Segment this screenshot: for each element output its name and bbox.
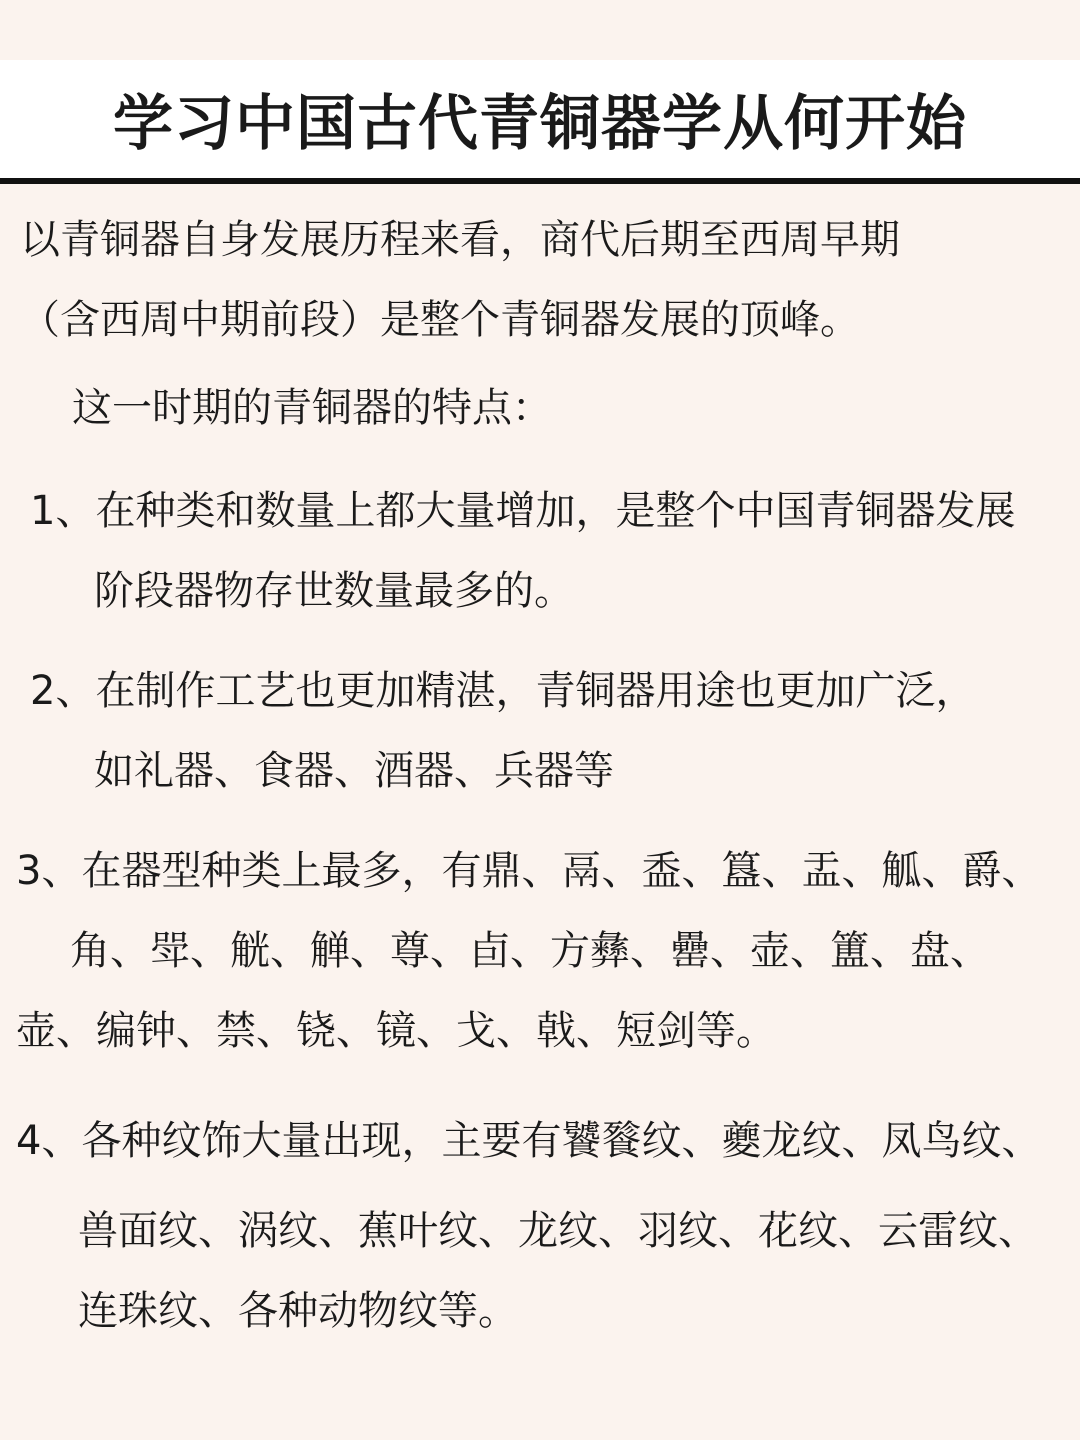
- intro-line-1: 以青铜器自身发展历程来看，商代后期至西周早期: [20, 217, 900, 263]
- features-heading: 这一时期的青铜器的特点：: [72, 385, 552, 431]
- title-divider: [0, 178, 1080, 184]
- point-1-line-2: 阶段器物存世数量最多的。: [94, 568, 574, 614]
- point-4-line-1: 4、各种纹饰大量出现，主要有饕餮纹、夔龙纹、凤鸟纹、: [16, 1118, 1042, 1164]
- point-2-line-1: 2、在制作工艺也更加精湛，青铜器用途也更加广泛，: [30, 668, 976, 714]
- point-3-line-1: 3、在器型种类上最多，有鼎、鬲、盉、簋、盂、觚、爵、: [16, 848, 1042, 894]
- point-3-line-2: 角、斝、觥、觯、尊、卣、方彝、罍、壶、簠、盘、: [70, 928, 990, 974]
- point-3-line-3: 壶、编钟、禁、铙、镜、戈、戟、短剑等。: [16, 1008, 776, 1054]
- point-4-line-3: 连珠纹、各种动物纹等。: [78, 1288, 518, 1334]
- page-title: 学习中国古代青铜器学从何开始: [113, 89, 967, 159]
- intro-line-2: （含西周中期前段）是整个青铜器发展的顶峰。: [20, 297, 860, 343]
- point-4-line-2: 兽面纹、涡纹、蕉叶纹、龙纹、羽纹、花纹、云雷纹、: [78, 1208, 1038, 1254]
- point-1-line-1: 1、在种类和数量上都大量增加，是整个中国青铜器发展: [30, 488, 1016, 534]
- title-bar: [0, 60, 1080, 178]
- point-2-line-2: 如礼器、食器、酒器、兵器等: [94, 748, 614, 794]
